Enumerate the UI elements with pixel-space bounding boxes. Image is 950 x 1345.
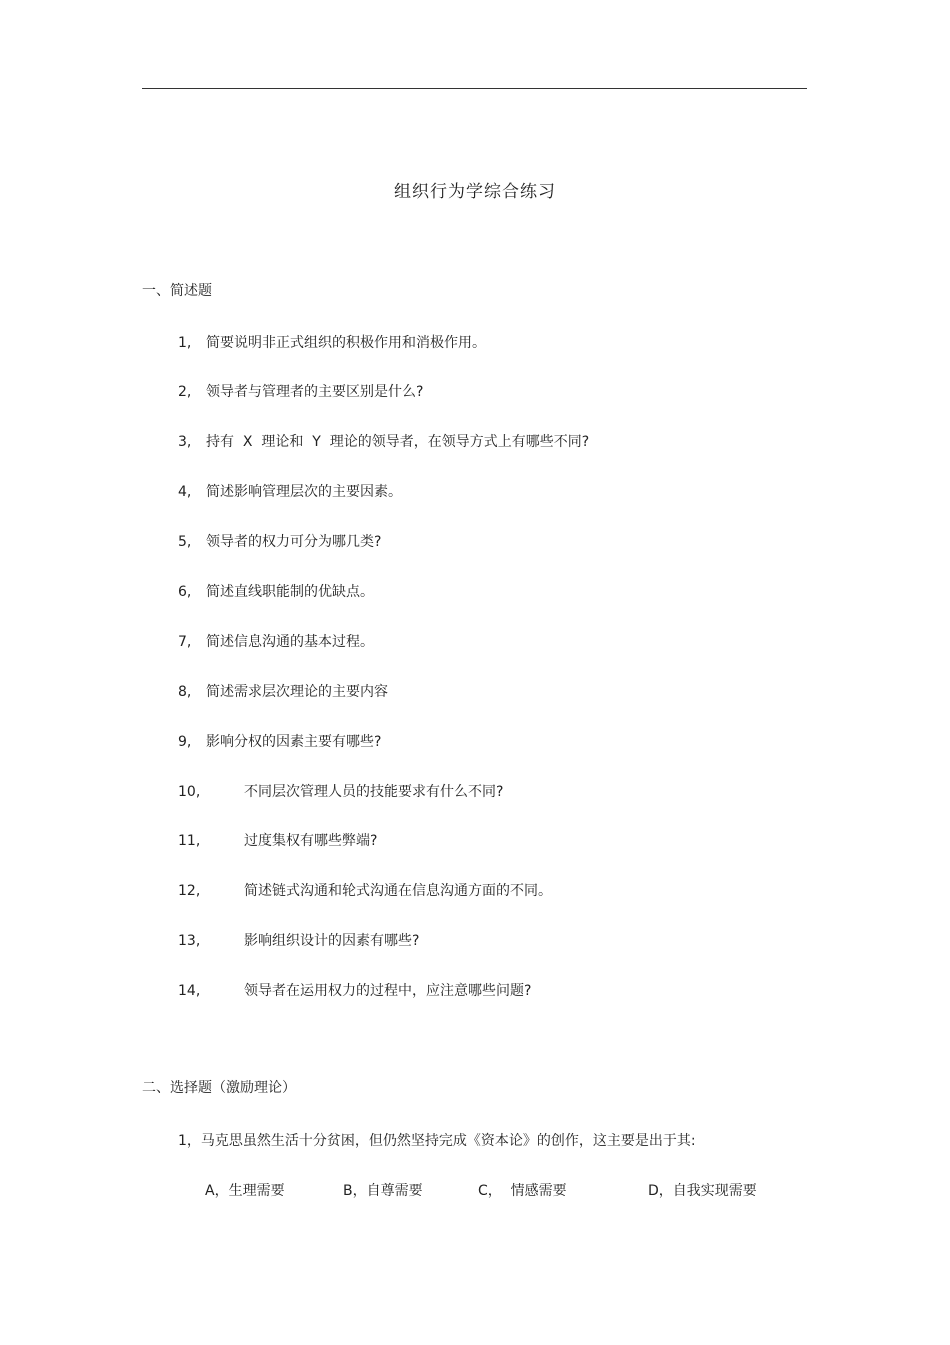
- question-text: 简述直线职能制的优缺点。: [206, 584, 374, 600]
- choice-option-a: A，生理需要: [205, 1183, 285, 1199]
- document-title: 组织行为学综合练习: [394, 182, 556, 202]
- question-text: 简述链式沟通和轮式沟通在信息沟通方面的不同。: [244, 883, 552, 899]
- question-number: 11,: [178, 833, 201, 849]
- question-text: 简述信息沟通的基本过程。: [206, 634, 374, 650]
- question-text: 领导者在运用权力的过程中，应注意哪些问题?: [244, 983, 532, 999]
- question-text: 过度集权有哪些弊端?: [244, 833, 378, 849]
- question-text: 影响分权的因素主要有哪些?: [206, 734, 382, 750]
- question-number: 12,: [178, 883, 201, 899]
- question-text: 领导者与管理者的主要区别是什么?: [206, 384, 424, 400]
- question-text: 不同层次管理人员的技能要求有什么不同?: [244, 784, 504, 800]
- question-number: 2,: [178, 384, 192, 400]
- header-rule: [142, 88, 807, 89]
- question-text: 简要说明非正式组织的积极作用和消极作用。: [206, 335, 486, 351]
- question-text: 简述影响管理层次的主要因素。: [206, 484, 402, 500]
- question-number: 5,: [178, 534, 192, 550]
- question-number: 14,: [178, 983, 201, 999]
- question-number: 9,: [178, 734, 192, 750]
- question-number: 4,: [178, 484, 192, 500]
- question-number: 7,: [178, 634, 192, 650]
- question-number: 3,: [178, 434, 192, 450]
- section-heading-short-answer: 一、简述题: [142, 283, 212, 299]
- question-number: 10,: [178, 784, 201, 800]
- choice-option-b: B，自尊需要: [343, 1183, 423, 1199]
- question-text: 简述需求层次理论的主要内容: [206, 684, 388, 700]
- choice-option-c: C， 情感需要: [478, 1183, 567, 1199]
- section-heading-multiple-choice: 二、选择题（激励理论）: [142, 1080, 296, 1096]
- question-number: 6,: [178, 584, 192, 600]
- question-number: 1,: [178, 335, 192, 351]
- question-text: 持有 X 理论和 Y 理论的领导者，在领导方式上有哪些不同?: [206, 434, 590, 450]
- question-number: 13,: [178, 933, 201, 949]
- question-number: 8,: [178, 684, 192, 700]
- question-text: 影响组织设计的因素有哪些?: [244, 933, 420, 949]
- question-text: 领导者的权力可分为哪几类?: [206, 534, 382, 550]
- multiple-choice-question: 1，马克思虽然生活十分贫困，但仍然坚持完成《资本论》的创作，这主要是出于其:: [178, 1133, 696, 1149]
- choice-option-d: D，自我实现需要: [648, 1183, 757, 1199]
